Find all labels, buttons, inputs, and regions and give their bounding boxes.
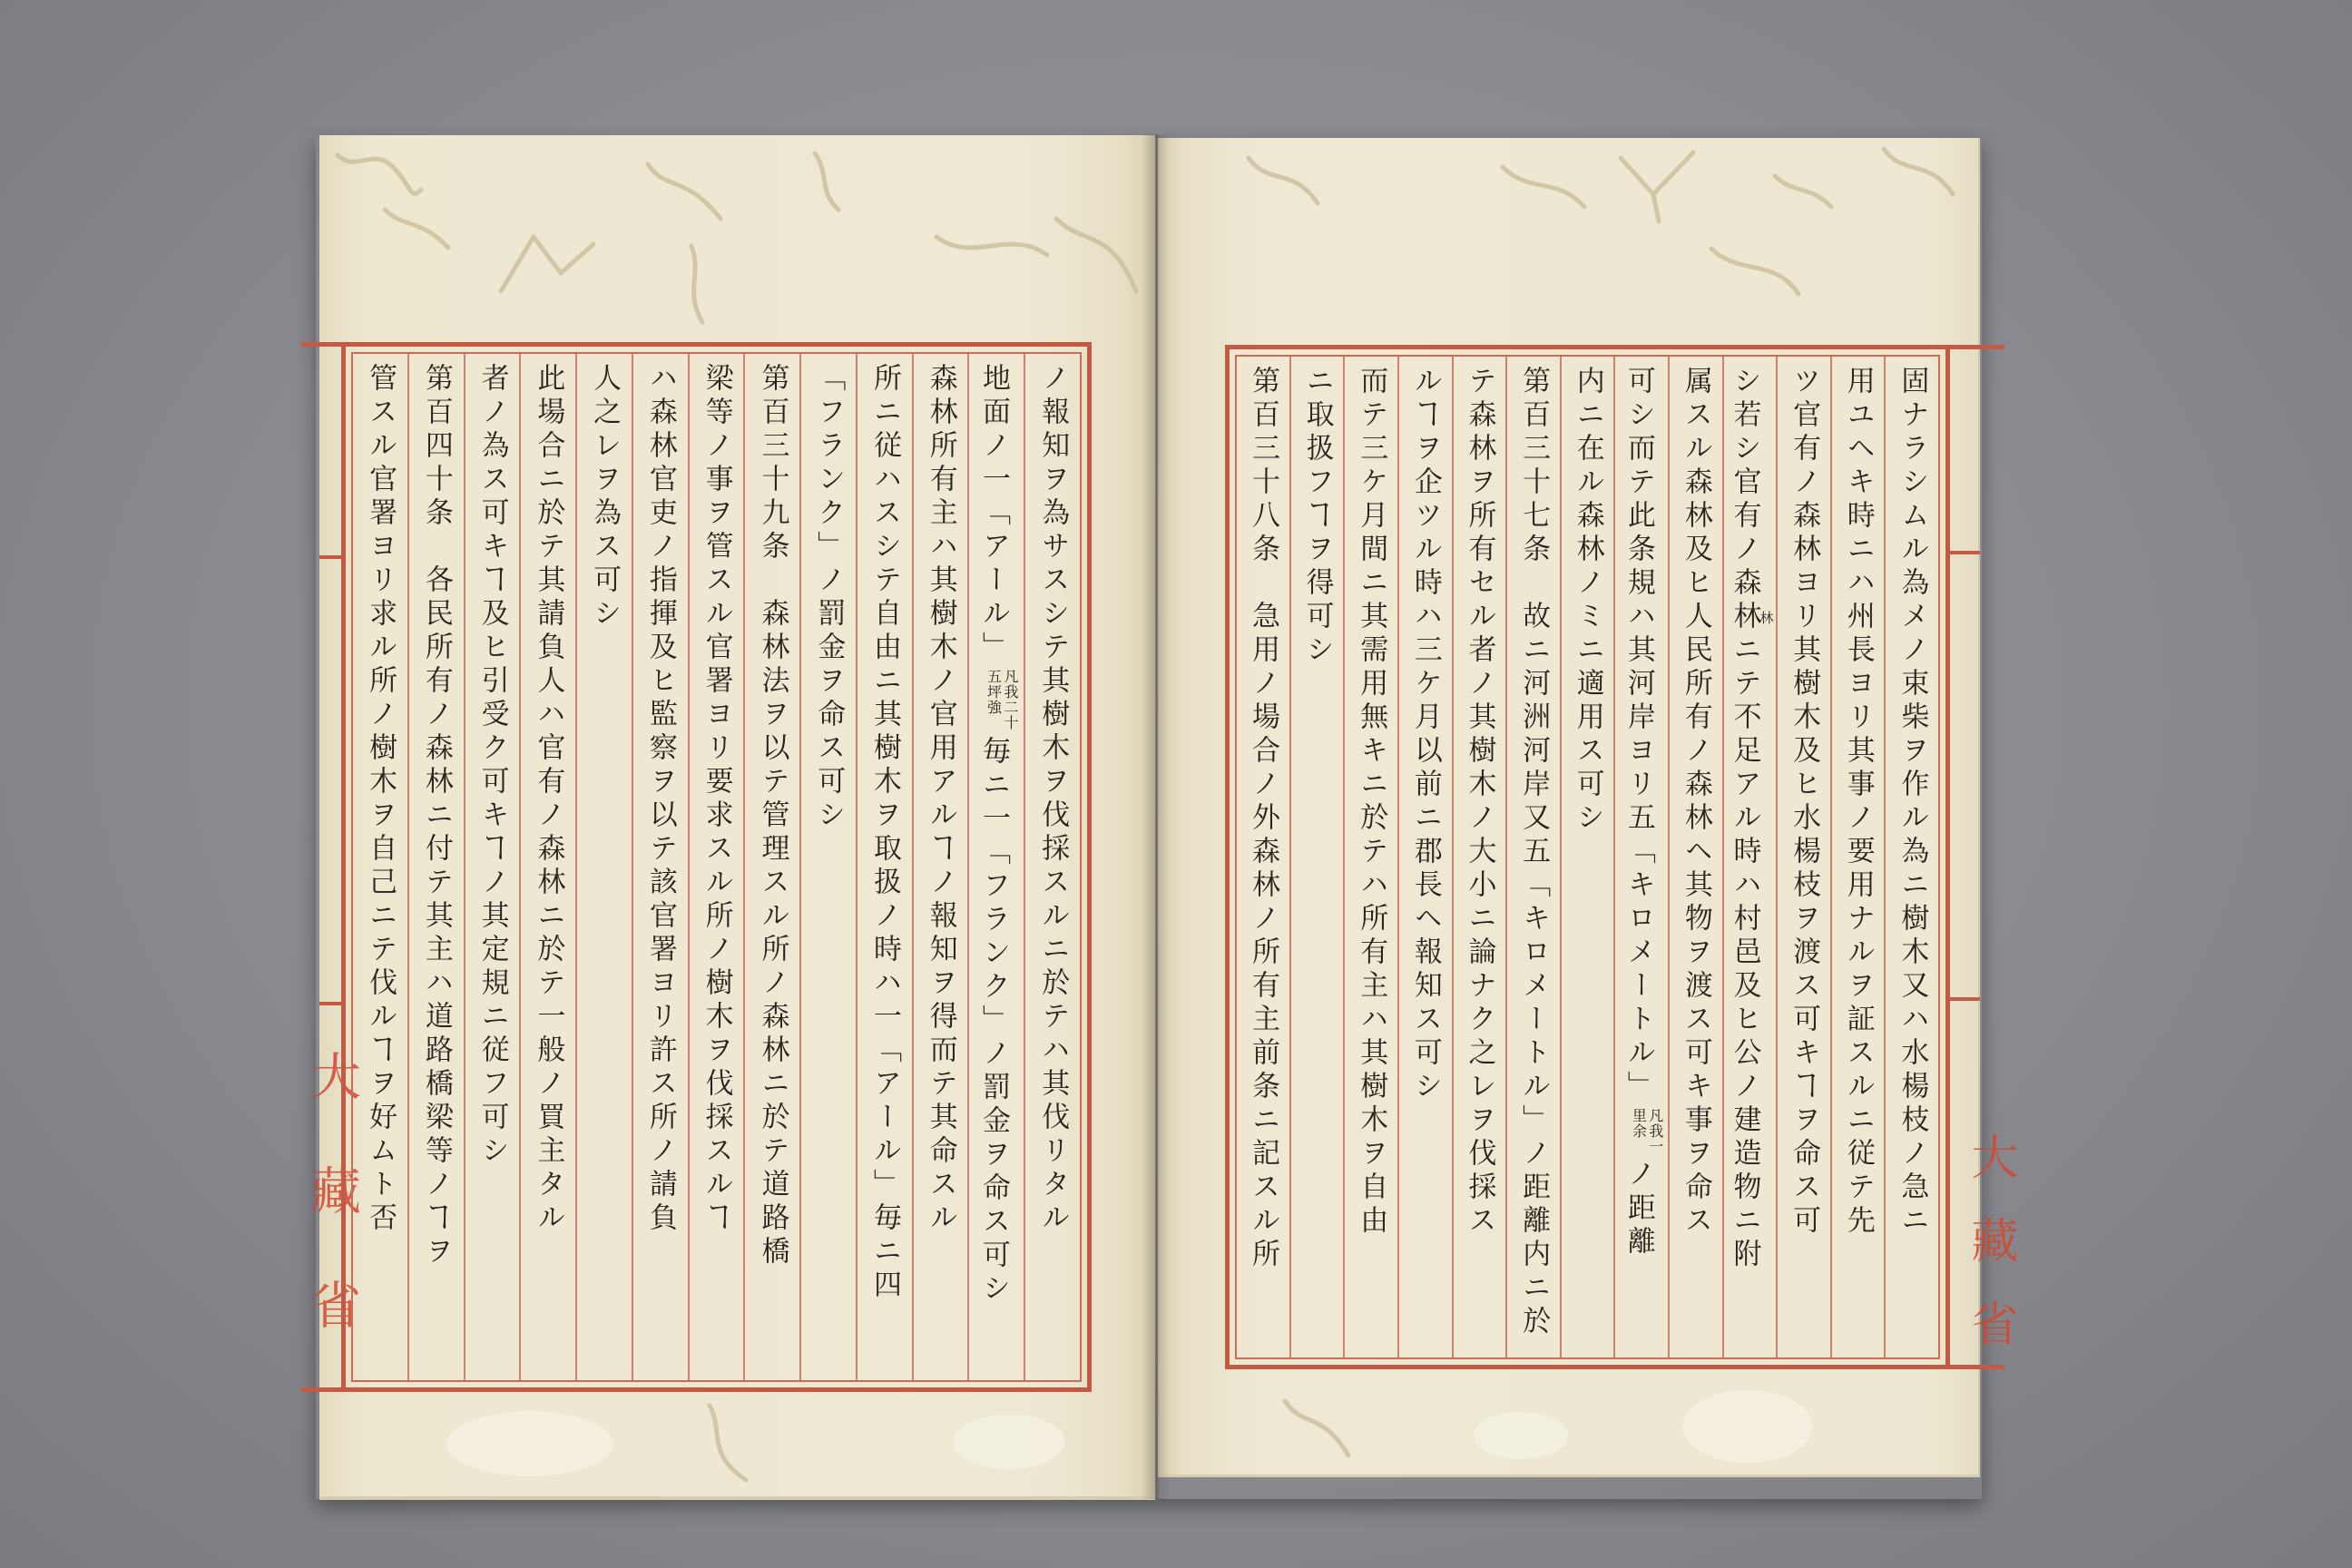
water-stain — [710, 1406, 746, 1480]
column-text: ノ報知ヲ為サスシテ其樹木ヲ伐採スルニ於テハ其伐リタル — [1036, 363, 1070, 1236]
text-column — [1613, 357, 1668, 1357]
text-column — [1452, 357, 1506, 1357]
water-stain — [936, 237, 1047, 255]
column-text: テ森林ヲ所有セル者ノ其樹木ノ大小ニ論ナク之レヲ伐採ス — [1463, 366, 1496, 1239]
column-text — [1726, 357, 1773, 1357]
text-column — [575, 354, 632, 1380]
text-column — [1024, 354, 1080, 1380]
paper-patch — [1682, 1390, 1813, 1463]
water-stain — [1249, 158, 1318, 203]
column-text: 此場合ニ於テ其請負人ハ官有ノ森林ニ於テ一般ノ買主タル — [532, 363, 565, 1236]
column-text: 「フランク」ノ罰金ヲ命ス可シ — [812, 363, 846, 833]
paper-patch — [953, 1415, 1065, 1469]
column-text: ツ官有ノ森林ヨリ其樹木及ヒ水楊枝ヲ渡ス可キヿヲ命ス可 — [1788, 366, 1821, 1239]
article-heading-column: 第百三十七条 故ニ河洲河岸又五「キロメートル」ノ距離内ニ於 — [1517, 366, 1551, 1339]
corrected-character — [1728, 601, 1775, 634]
text-column — [1343, 357, 1397, 1357]
water-stain — [385, 210, 448, 248]
paper-patch — [446, 1411, 613, 1476]
text-column — [856, 354, 912, 1380]
column-text: 人之レヲ為ス可シ — [588, 363, 622, 632]
fishtail-mark — [1950, 551, 1980, 554]
column-text: 用ユヘキ時ニハ州長ヨリ其事ノ要用ナルヲ証スルニ従テ先 — [1841, 366, 1875, 1239]
ruled-frame — [341, 342, 1092, 1392]
water-stain — [1884, 149, 1953, 194]
inline-annotation: 凡我二十五坪強 — [985, 669, 1019, 730]
column-text — [1621, 357, 1663, 1357]
column-text-segment: 可シ而テ此条規ハ其河岸ヨリ五「キロメートル」 — [1622, 366, 1655, 1104]
text-column — [353, 354, 407, 1380]
fishtail-mark — [1950, 997, 1980, 1001]
corrected-base-character: 林 — [1728, 601, 1761, 634]
hashira-printed-title: 大藏省 — [302, 1050, 361, 1393]
text-column — [912, 354, 968, 1380]
water-stain — [1711, 249, 1798, 294]
column-text: 森林所有主ハ其樹木ノ官用アルヿノ報知ヲ得而テ其命スル — [924, 363, 957, 1236]
ruled-frame-inner — [1235, 355, 1940, 1359]
water-stain — [338, 155, 421, 194]
text-column — [1668, 357, 1722, 1357]
left-page — [302, 135, 1155, 1500]
text-column — [1237, 357, 1289, 1357]
text-column — [1884, 357, 1938, 1357]
text-column — [1722, 357, 1777, 1357]
water-stain — [501, 237, 593, 291]
water-stain — [1503, 167, 1584, 207]
article-heading-column: 第百三十九条 森林法ヲ以テ管理スル所ノ森林ニ於テ道路橋 — [756, 363, 789, 1269]
text-columns — [1237, 357, 1938, 1357]
column-text: ルヿヲ企ツル時ハ三ケ月以前ニ郡長ヘ報知ス可シ — [1408, 366, 1442, 1104]
ruled-frame — [1225, 345, 1950, 1369]
column-text-segment: 地面ノ一「アール」 — [977, 363, 1011, 665]
water-stain — [1621, 152, 1693, 221]
text-column — [1776, 357, 1830, 1357]
column-text-segment: 毎ニ一「フランク」ノ罰金ヲ命ス可シ — [977, 736, 1011, 1307]
correction-gloss: 林 — [1758, 601, 1775, 634]
water-stain — [1056, 219, 1136, 291]
column-text: ハ森林官吏ノ指揮及ヒ監察ヲ以テ該官署ヨリ許ス所ノ請負 — [643, 363, 677, 1236]
text-column — [519, 354, 575, 1380]
column-text: 者ノ為ス可キヿ及ヒ引受ク可キヿノ其定規ニ従フ可シ — [475, 363, 509, 1169]
hashira-printed-title: 大藏省 — [1963, 1132, 2017, 1383]
column-text-segment: ノ距離 — [1622, 1159, 1655, 1259]
text-column — [464, 354, 520, 1380]
fishtail-mark — [319, 555, 341, 559]
text-column — [1830, 357, 1885, 1357]
inline-annotation: 凡我一里余 — [1630, 1108, 1664, 1154]
text-column — [1397, 357, 1452, 1357]
text-column — [688, 354, 744, 1380]
paper-patch — [1474, 1412, 1568, 1459]
fishtail-mark — [319, 1002, 341, 1005]
text-column — [1289, 357, 1344, 1357]
water-stain — [648, 164, 720, 219]
column-text: 所ニ従ハスシテ自由ニ其樹木ヲ取扱ノ時ハ一「アール」毎ニ四 — [867, 363, 901, 1303]
column-text: ニ取扱フヿヲ得可シ — [1300, 366, 1334, 668]
column-text — [975, 354, 1018, 1380]
column-text: 属スル森林及ヒ人民所有ノ森林ヘ其物ヲ渡ス可キ事ヲ命ス — [1679, 366, 1712, 1239]
column-text: 固ナラシムル為メノ束柴ヲ作ル為ニ樹木又ハ水楊枝ノ急ニ — [1896, 366, 1929, 1239]
column-text: 而テ三ケ月間ニ其需用無キニ於テハ所有主ハ其樹木ヲ自由 — [1355, 366, 1388, 1239]
right-page — [1158, 138, 2017, 1477]
column-text: 梁等ノ事ヲ管スル官署ヨリ要求スル所ノ樹木ヲ伐採スルヿ — [700, 363, 733, 1236]
column-text-segment: シ若シ官有ノ森 — [1728, 366, 1761, 601]
ruled-frame-inner — [351, 352, 1082, 1382]
water-stain — [1285, 1401, 1348, 1455]
column-text: 管スル官署ヨリ求ル所ノ樹木ヲ自己ニテ伐ルヿヲ好ムト否 — [364, 363, 397, 1236]
text-column — [967, 354, 1024, 1380]
book-spine-gutter — [1142, 134, 1171, 1499]
water-stain — [1775, 176, 1831, 207]
text-column — [743, 354, 799, 1380]
text-column — [799, 354, 856, 1380]
text-column — [632, 354, 688, 1380]
article-heading-column: 第百四十条 各民所有ノ森林ニ付テ其主ハ道路橋梁等ノヿヲ — [419, 363, 453, 1269]
column-text-segment: ニテ不足アル時ハ村邑及ヒ公ノ建造物ニ附 — [1728, 634, 1761, 1272]
text-column — [407, 354, 464, 1380]
text-column — [1505, 357, 1560, 1357]
article-heading-column: 第百三十八条 急用ノ場合ノ外森林ノ所有主前条ニ記スル所 — [1247, 366, 1280, 1272]
text-column — [1560, 357, 1614, 1357]
water-stain — [815, 153, 838, 210]
water-stain — [691, 246, 702, 322]
text-columns — [353, 354, 1080, 1380]
column-text: 内ニ在ル森林ノミニ適用ス可シ — [1571, 366, 1604, 836]
